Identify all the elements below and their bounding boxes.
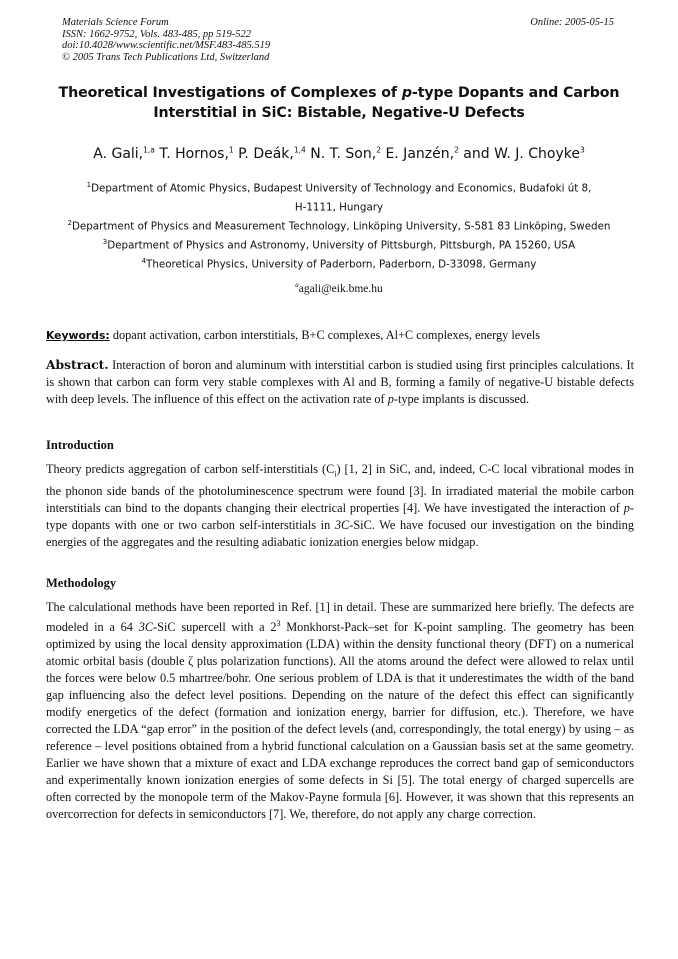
methodology-heading: Methodology [46, 576, 117, 590]
affiliation: $^1$Department of Atomic Physics, Budapest University of Technology and Economics, Budafoki út 8, [86, 181, 592, 195]
author: P. Deák,$^{1,4}$ [238, 145, 306, 162]
contact-email[interactable]: $^a$agali@eik.bme.hu [295, 281, 383, 295]
author-list [40, 145, 638, 162]
title-p: p [401, 85, 412, 101]
affiliation: H-1111, Hungary [294, 201, 384, 214]
author: T. Hornos,$^1$ [159, 145, 234, 162]
abstract: Abstract. Interaction of boron and aluminum with interstitial carbon is studied using first principles calculations. It is shown that carbon can form very stable complexes with Al and B, forming a family of negative-U bistable defects with deep levels. The influence of this effect on the activation rate of p-type implants is discussed. [46, 357, 635, 406]
affiliation: $^2$Department of Physics and Measurement Technology, Linköping University, S-581 83 Linköping, Sweden [67, 218, 611, 233]
title-line-2: Interstitial in SiC: Bistable, Negative-U Defects [153, 105, 525, 121]
introduction-heading: Introduction [46, 438, 114, 452]
author: and W. J. Choyke$^3$ [463, 145, 585, 162]
affiliation: $^3$Department of Physics and Astronomy, University of Pittsburgh, Pittsburgh, PA 15260, USA [102, 237, 576, 252]
affiliation: $^4$Theoretical Physics, University of Paderborn, Paderborn, D-33098, Germany [141, 256, 537, 271]
author: N. T. Son,$^2$ [310, 145, 381, 162]
journal-header [62, 17, 270, 63]
keywords [46, 328, 636, 343]
title-part-1: Theoretical Investigations of Complexes of [58, 85, 402, 101]
abstract-label: Abstract. [46, 357, 109, 372]
author: E. Janzén,$^2$ [385, 145, 459, 162]
online-date: Online: 2005-05-15 [530, 17, 614, 28]
methodology-paragraph: The calculational methods have been reported in Ref. [1] in detail. These are summarized here briefly. The defects are modeled in a 64 3C-SiC supercell with a $2^3$ Monkhorst-Pack–set for K-point sampling. The geometry has been optimized by using the local density approximation (LDA) within the density functional theory (DFT) on a numerical atomic orbital basis (double ζ plus polarization functions). All the atoms around the defect were allowed to relax until the forces were below 0.5 mhartree/bohr. One serious problem of LDA is that it underestimates the width of the band gap influencing also the defect level positions. Depending on the nature of the defect this effect can significantly modify energetics of the defect (formation and ionization energy, barrier for diffusion, etc.). Therefore, we have corrected the LDA “gap error” in the position of the defect levels (and, correspondingly, the total energy) by using – as reference – level positions obtained from a hybrid functional calculation on a Gaussian basis set at the same geometry. Earlier we have shown that a mixture of exact and LDA exchange reproduces the correct band gap of semiconductors and experimentally known ionization energies of some defects in Si [5]. The total energy of charged supercells are often corrected by the monopole term of the Makov-Payne formula [6]. However, it was shown that this represents an overcorrection for defects in semiconductors [7]. We, therefore, do not apply any charge correction. [46, 600, 634, 821]
keywords-text: dopant activation, carbon interstitials, B+C complexes, Al+C complexes, energy levels [112, 328, 541, 342]
introduction-paragraph: Theory predicts aggregation of carbon self-interstitials $(C_i)$ [1, 2] in SiC, and, indeed, C-C local vibrational modes in the phonon side bands of the photoluminescence spectrum were found [3]. In irradiated material the mobile carbon interstitials can bind to the dopants changing their electrical properties [4]. We have investigated the interaction of p-type dopants with one or two carbon self-interstitials in 3C-SiC. We have focused our investigation on the binding energies of the aggregates and the resulting adiabatic ionization energies below midgap. [46, 462, 634, 550]
title-part-2: -type Dopants and Carbon [411, 85, 620, 101]
keywords-label: Keywords: [46, 329, 110, 342]
affiliations [40, 178, 638, 273]
journal-copyright: © 2005 Trans Tech Publications Ltd, Switzerland [62, 51, 270, 63]
journal-doi[interactable]: doi:10.4028/www.scientific.net/MSF.483-485.519 [62, 40, 271, 51]
journal-issn: ISSN: 1662-9752, Vols. 483-485, pp 519-522 [62, 28, 251, 40]
author: A. Gali,$^{1,a}$ [93, 145, 155, 162]
paper-title [40, 83, 638, 123]
journal-name: Materials Science Forum [62, 17, 169, 28]
